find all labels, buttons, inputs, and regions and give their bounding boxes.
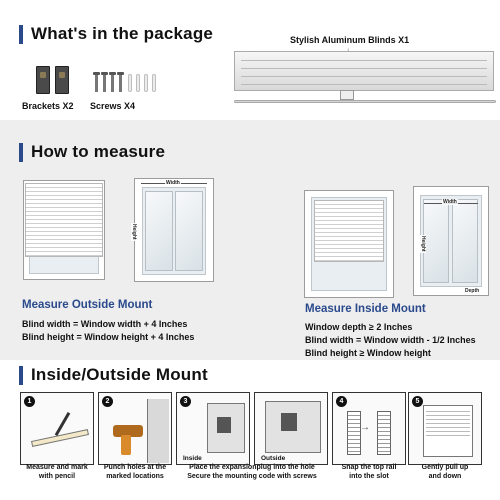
inside-window-dimension-image: [413, 186, 489, 296]
step-number: 4: [336, 396, 347, 407]
step-3-outside-image: [254, 392, 328, 465]
outside-mount-line: Blind height = Window height + 4 Inches: [22, 332, 195, 342]
inside-mount-line: Window depth ≥ 2 Inches: [305, 322, 413, 332]
caption-line: Punch holes at the: [103, 464, 167, 471]
width-label: Width: [443, 199, 457, 205]
step-2-image: [98, 392, 172, 465]
measure-title: How to measure: [31, 142, 166, 161]
measure-header: [19, 142, 165, 162]
blind-rail-icon: [377, 411, 391, 455]
caption-line: and down: [428, 472, 462, 480]
bracket-icon: [281, 413, 297, 431]
step-1-caption: [14, 464, 100, 481]
caption-line: Place the expansionplug into the hole: [189, 464, 315, 471]
window-pane: [145, 191, 173, 271]
package-section: [0, 0, 500, 120]
section-accent-bar: [19, 366, 23, 385]
caption-line: with pencil: [38, 472, 76, 480]
measure-section: [0, 120, 500, 360]
bracket-icon: [55, 66, 69, 94]
screw-icon: [95, 74, 98, 92]
blinds-label: Stylish Aluminum Blinds X1: [290, 35, 410, 45]
height-label: Height: [420, 236, 426, 252]
step-3-inside-image: [176, 392, 250, 465]
blinds-image: [314, 200, 384, 262]
caption-line: Gently pull up: [421, 464, 469, 471]
aluminum-blinds-image: [234, 51, 494, 91]
wall-anchor-icon: [128, 74, 132, 92]
depth-label: Depth: [465, 288, 480, 294]
blind-tag-image: [340, 90, 354, 100]
caption-line: into the slot: [349, 472, 389, 480]
screw-icon: [111, 74, 114, 92]
outside-mount-heading: Measure Outside Mount: [22, 299, 153, 311]
blind-slat: [241, 60, 487, 61]
mount-section: [0, 360, 500, 500]
width-label: Width: [166, 180, 180, 186]
step-1-image: [20, 392, 94, 465]
caption-line: Measure and mark: [26, 464, 88, 471]
brackets-label: Brackets X2: [22, 101, 74, 111]
step-2-caption: [92, 464, 178, 481]
window-pane: [175, 191, 203, 271]
step-3-caption: [172, 464, 332, 481]
blind-wand-image: [234, 100, 496, 103]
caption-line: Secure the mounting code with screws: [187, 472, 317, 480]
bracket-icon: [217, 417, 231, 433]
step-5-caption: [400, 464, 490, 481]
inside-mount-window-image: [304, 190, 394, 298]
wall-icon: [147, 399, 169, 463]
outside-mount-window-image: [23, 180, 105, 280]
screw-icon: [119, 74, 122, 92]
section-accent-bar: [19, 25, 23, 44]
outside-window-dimension-image: [131, 178, 214, 282]
ruler-icon: [31, 429, 89, 447]
outside-tag: Outside: [261, 455, 286, 462]
mount-title: Inside/Outside Mount: [31, 365, 208, 384]
blinds-image: [25, 183, 103, 257]
step-5-image: [408, 392, 482, 465]
height-label: Height: [131, 224, 137, 240]
caption-line: Snap the top rail: [341, 464, 397, 471]
drill-handle-icon: [121, 435, 131, 455]
screws-label: Screws X4: [90, 101, 136, 111]
arrow-right-icon: →: [360, 422, 370, 433]
blind-slat: [241, 84, 487, 85]
blind-slat: [241, 76, 487, 77]
wall-anchor-icon: [144, 74, 148, 92]
wall-anchor-icon: [136, 74, 140, 92]
blinds-image: [426, 408, 470, 438]
inside-tag: Inside: [183, 455, 202, 462]
inside-mount-line: Blind height ≥ Window height: [305, 348, 431, 358]
blind-slat: [241, 68, 487, 69]
step-number: 1: [24, 396, 35, 407]
step-number: 2: [102, 396, 113, 407]
wall-anchor-icon: [152, 74, 156, 92]
step-number: 5: [412, 396, 423, 407]
blind-rail-icon: [347, 411, 361, 455]
caption-line: marked locations: [106, 472, 164, 480]
package-header: [19, 24, 213, 44]
window-pane: [452, 199, 478, 283]
package-title: What's in the package: [31, 24, 214, 43]
screw-icon: [103, 74, 106, 92]
bracket-icon: [36, 66, 50, 94]
inside-mount-heading: Measure Inside Mount: [305, 303, 426, 315]
step-number: 3: [180, 396, 191, 407]
mount-header: [19, 365, 208, 385]
window-pane: [423, 199, 449, 283]
inside-mount-line: Blind width = Window width - 1/2 Inches: [305, 335, 476, 345]
outside-mount-line: Blind width = Window width + 4 Inches: [22, 319, 188, 329]
section-accent-bar: [19, 143, 23, 162]
